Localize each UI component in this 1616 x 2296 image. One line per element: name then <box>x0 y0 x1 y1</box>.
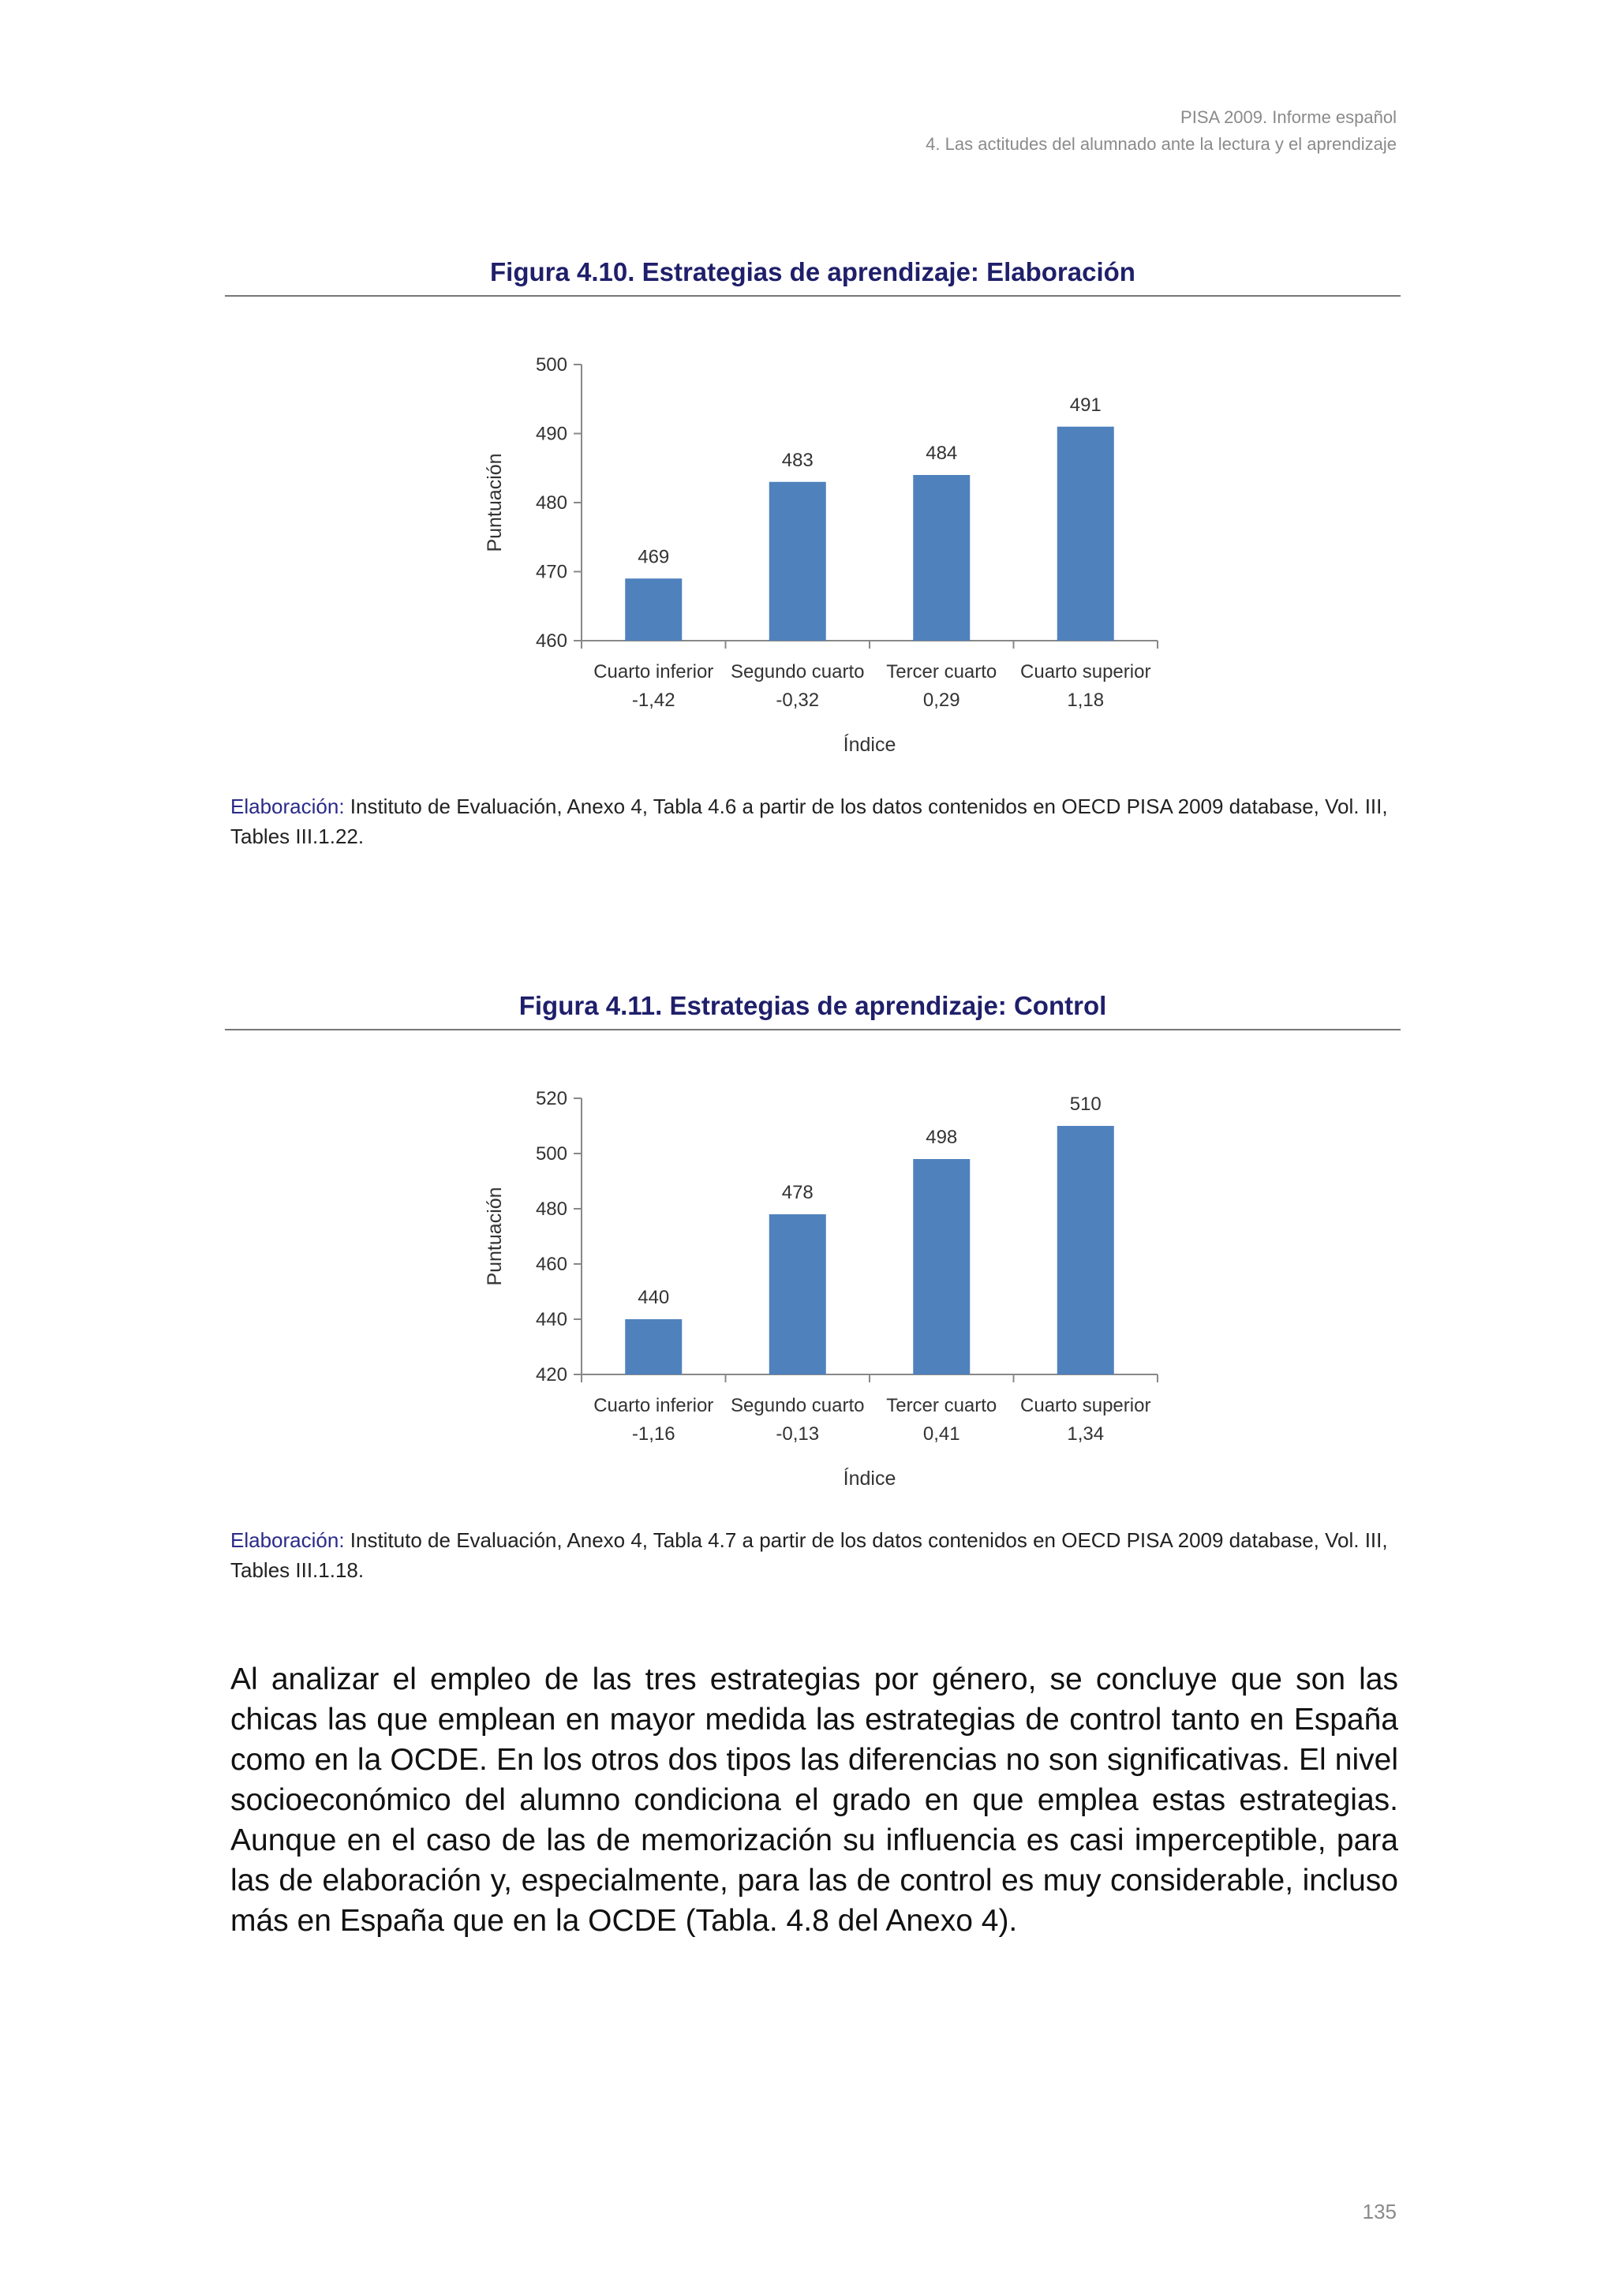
y-tick-label: 460 <box>535 1254 567 1275</box>
x-category-label: Cuarto superior <box>1020 1395 1151 1416</box>
y-tick-label: 500 <box>535 354 567 376</box>
x-index-label: 0,41 <box>922 1423 960 1445</box>
bar <box>769 1214 826 1374</box>
data-label: 478 <box>781 1182 814 1203</box>
y-tick-label: 460 <box>535 630 567 652</box>
y-tick-label: 440 <box>535 1309 567 1330</box>
running-header <box>926 104 1397 158</box>
bar <box>625 1319 682 1374</box>
data-label: 483 <box>781 449 814 471</box>
y-tick-label: 470 <box>535 561 567 583</box>
x-category-label: Cuarto inferior <box>593 661 714 682</box>
bar <box>1057 427 1114 641</box>
data-label: 510 <box>1069 1094 1102 1115</box>
x-index-label: -1,16 <box>631 1423 675 1445</box>
x-category-label: Cuarto inferior <box>593 1395 714 1416</box>
figure-4-10-rule <box>225 295 1401 297</box>
data-label: 498 <box>926 1127 958 1148</box>
page-number: 135 <box>1362 2200 1397 2223</box>
x-axis-title: Índice <box>843 1468 896 1490</box>
figure-4-10-chart <box>462 331 1172 773</box>
source-text: Instituto de Evaluación, Anexo 4, Tabla 4.6 a partir de los datos contenidos en OECD PISA 2009 database, Vol. III, Tables III.1.22. <box>230 795 1388 848</box>
x-index-label: -0,32 <box>776 690 820 711</box>
y-tick-label: 500 <box>535 1143 567 1165</box>
source-label: Elaboración: <box>230 1528 345 1552</box>
data-label: 491 <box>1069 394 1102 416</box>
x-index-label: -1,42 <box>631 690 675 711</box>
bar <box>913 1159 970 1374</box>
y-tick-label: 420 <box>535 1364 567 1385</box>
header-line-2: 4. Las actitudes del alumnado ante la lectura y el aprendizaje <box>926 134 1397 154</box>
figure-4-11-title: Figura 4.11. Estrategias de aprendizaje: Control <box>518 991 1107 1020</box>
x-category-label: Tercer cuarto <box>886 1395 997 1416</box>
x-index-label: 0,29 <box>922 690 960 711</box>
y-tick-label: 490 <box>535 423 567 445</box>
bar <box>769 482 826 641</box>
y-axis-title: Puntuación <box>484 1187 506 1286</box>
y-tick-label: 480 <box>535 1198 567 1220</box>
figure-4-11-rule <box>225 1029 1401 1030</box>
figure-4-11-chart <box>462 1065 1172 1507</box>
x-index-label: 1,34 <box>1067 1423 1105 1445</box>
x-index-label: 1,18 <box>1067 690 1105 711</box>
figure-4-10-source <box>230 791 1398 851</box>
bar <box>1057 1126 1114 1374</box>
data-label: 484 <box>926 443 958 464</box>
bar <box>913 475 970 641</box>
data-label: 469 <box>638 546 670 568</box>
y-tick-label: 520 <box>535 1088 567 1109</box>
x-category-label: Cuarto superior <box>1020 661 1151 682</box>
bar <box>625 578 682 641</box>
source-text: Instituto de Evaluación, Anexo 4, Tabla 4.7 a partir de los datos contenidos en OECD PISA 2009 database, Vol. III, Tables III.1.18. <box>230 1528 1388 1582</box>
x-axis-title: Índice <box>843 734 896 756</box>
x-category-label: Segundo cuarto <box>731 1395 865 1416</box>
header-line-1: PISA 2009. Informe español <box>1180 107 1397 127</box>
x-category-label: Tercer cuarto <box>886 661 997 682</box>
y-tick-label: 480 <box>535 492 567 514</box>
y-axis-title: Puntuación <box>484 453 506 552</box>
data-label: 440 <box>638 1287 670 1308</box>
x-index-label: -0,13 <box>776 1423 820 1445</box>
figure-4-10-title: Figura 4.10. Estrategias de aprendizaje: Elaboración <box>490 257 1135 286</box>
figure-4-11-chart-svg <box>462 1065 1172 1507</box>
figure-4-11-source <box>230 1525 1398 1585</box>
figure-4-10-chart-svg <box>462 331 1172 773</box>
x-category-label: Segundo cuarto <box>731 661 865 682</box>
body-paragraph: Al analizar el empleo de las tres estrategias por género, se concluye que son las chicas las que emplean en mayor medida las estrategias de control tanto en España como en la OCDE. En los otros dos tipos las diferencias no son significativas. El nivel socioeconómico del alumno condiciona el grado en que emplea estas estrategias. Aunque en el caso de las de memorización su influencia es casi imperceptible, para las de elaboración y, especialmente, para las de control es muy considerable, incluso más en España que en la OCDE (Tabla. 4.8 del Anexo 4). <box>230 1662 1398 1938</box>
source-label: Elaboración: <box>230 795 345 818</box>
